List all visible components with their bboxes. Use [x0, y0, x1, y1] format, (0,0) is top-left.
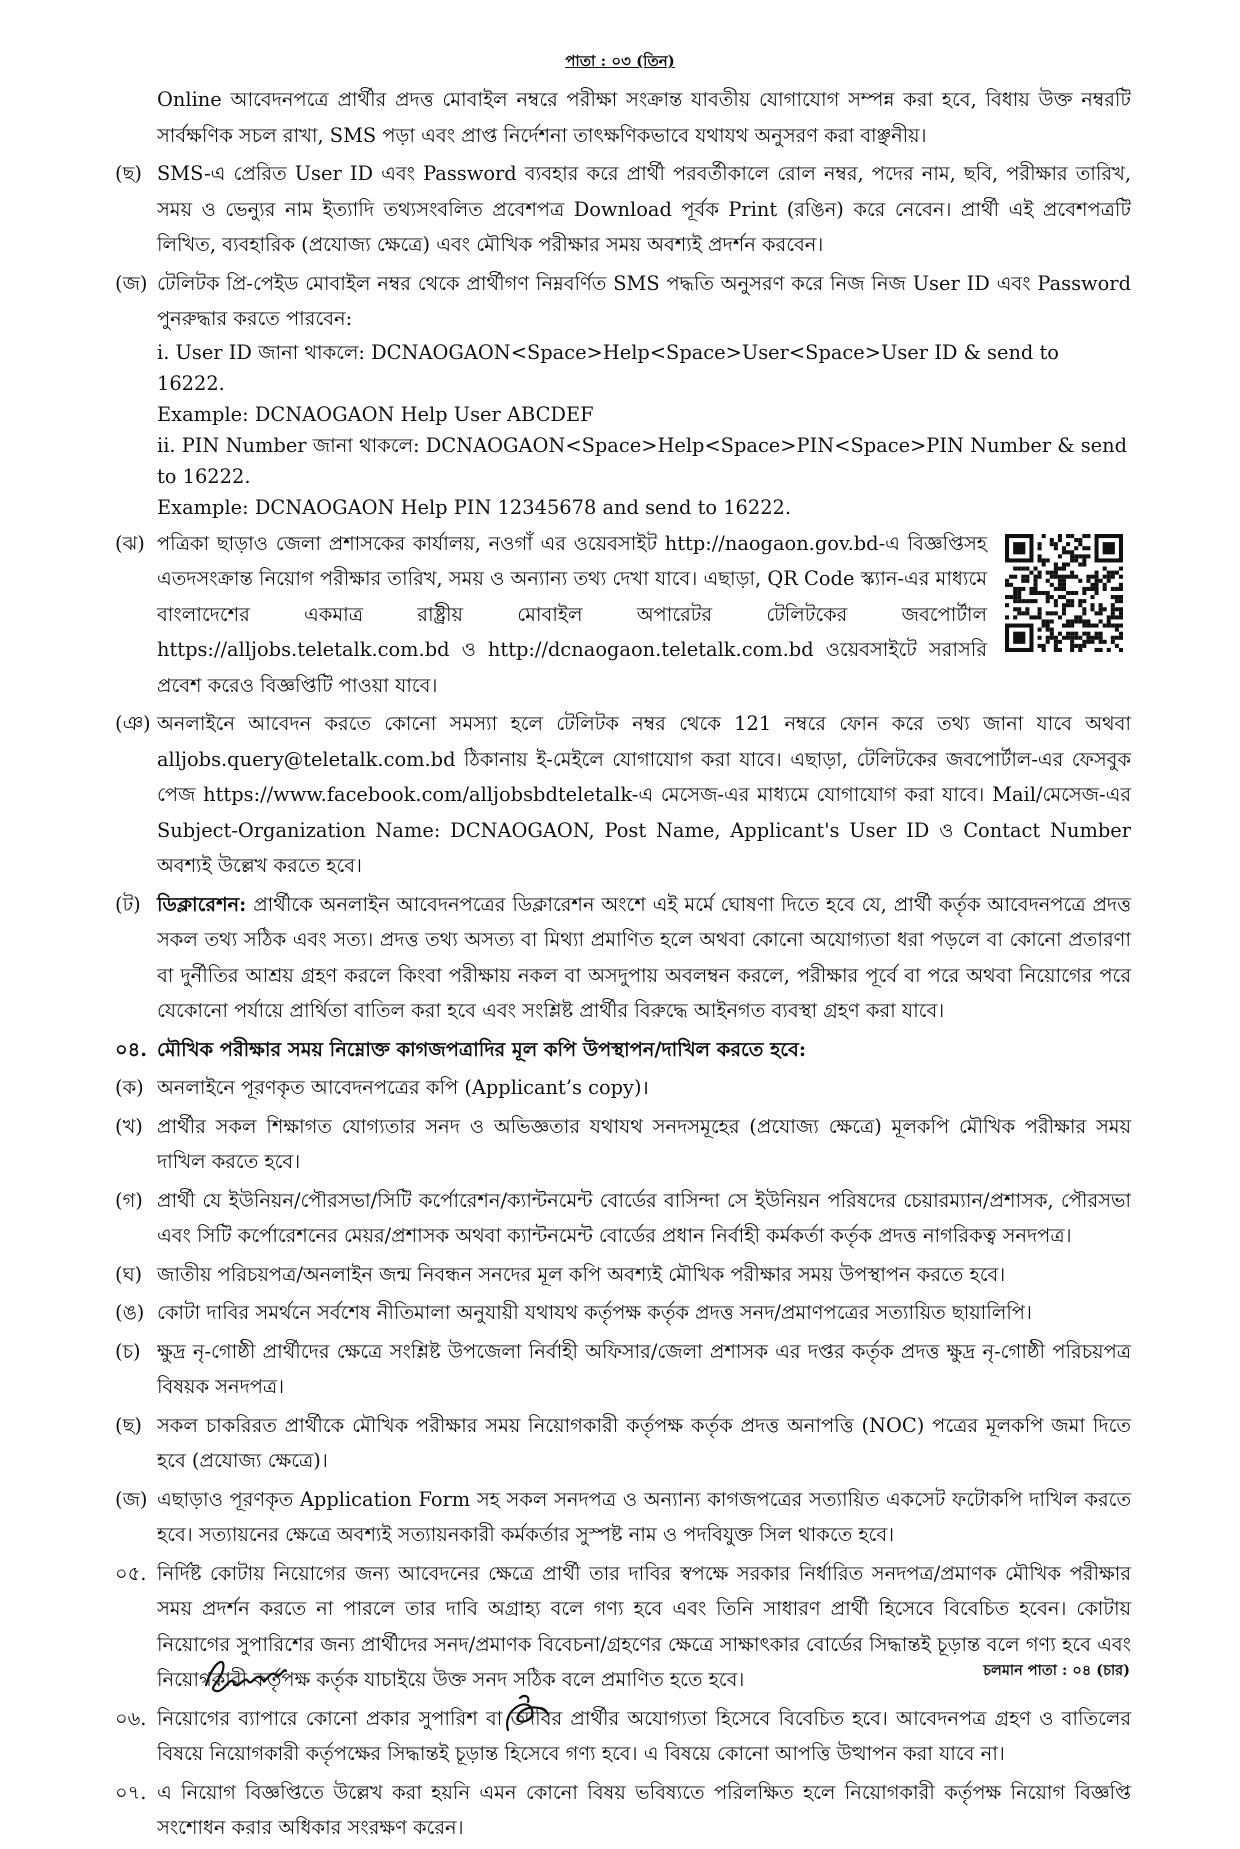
section-7 — [115, 1775, 1131, 1846]
list-item-text: অনলাইনে আবেদন করতে কোনো সমস্যা হলে টেলিটক নম্বর থেকে 121 নম্বরে ফোন করে তথ্য জানা যাবে অথবা alljobs.query@teletalk.com.bd ঠিকানায় ই-মেইলে যোগাযোগ করা যাবে। এছাড়া, টেলিটকের জবপোর্টাল-এর ফেসবুক পেজ https://www.facebook.com/alljobsbdteletalk-এ মেসেজ-এর মাধ্যমে যোগাযোগ করা যাবে। Mail/মেসেজ-এর Subject-Organization Name: DCNAOGAON, Post Name, Applicant's User ID ও Contact Number অবশ্যই উল্লেখ করতে হবে। — [157, 712, 1131, 877]
list-marker: (চ) — [115, 1339, 141, 1363]
list-item-text: SMS-এ প্রেরিত User ID এবং Password ব্যবহার করে প্রার্থী পরবর্তীকালে রোল নম্বর, পদের নাম, ছবি, পরীক্ষার তারিখ, সময় ও ভেন্যুর নাম ইত্যাদি তথ্যসংবলিত প্রবেশপত্র Download পূর্বক Print (রঙিন) করে নেবেন। প্রার্থী এই প্রবেশপত্রটি লিখিত, ব্যবহারিক (প্রযোজ্য ক্ষেত্রে) এবং মৌখিক পরীক্ষার সময় অবশ্যই প্রদর্শন করবেন। — [157, 162, 1131, 256]
continued-page-note: চলমান পাতা : ০৪ (চার) — [983, 1662, 1130, 1679]
list-item-body — [157, 526, 1131, 704]
list-marker: (ঝ) — [115, 531, 145, 555]
list-item-ta — [115, 887, 1131, 1029]
list-item-ga — [115, 1183, 1131, 1254]
section-number: ০৬. — [115, 1706, 147, 1730]
list-item-ka — [115, 1070, 1131, 1106]
password-recovery-intro: টেলিটক প্রি-পেইড মোবাইল নম্বর থেকে প্রার্থীগণ নিম্নবর্ণিত SMS পদ্ধতি অনুসরণ করে নিজ নিজ User ID এবং Password পুনরুদ্ধার করতে পারবেন: — [157, 271, 1131, 330]
declaration-label: ডিক্লারেশন: — [157, 892, 247, 916]
list-item-text: প্রার্থীকে অনলাইন আবেদনপত্রের ডিক্লারেশন অংশে এই মর্মে ঘোষণা দিতে হবে যে, প্রার্থী কর্তৃক আবেদনপত্রে প্রদত্ত সকল তথ্য সঠিক এবং সত্য। প্রদত্ত তথ্য অসত্য বা মিথ্যা প্রমাণিত হলে অথবা কোনো অযোগ্যতা ধরা পড়লে বা কোনো প্রতারণা বা দুর্নীতির আশ্রয় গ্রহণ করলে কিংবা পরীক্ষায় নকল বা অসদুপায় অবলম্বন করলে, পরীক্ষার পূর্বে বা পরে অথবা নিয়োগের পরে যেকোনো পর্যায়ে প্রার্থিতা বাতিল করা হবে এবং সংশ্লিষ্ট প্রার্থীর বিরুদ্ধে আইনগত ব্যবস্থা গ্রহণ করা যাবে। — [157, 892, 1131, 1022]
signature-mark — [498, 1690, 558, 1744]
section-number: ০৪. — [115, 1037, 147, 1061]
section-number: ০৭. — [115, 1780, 147, 1804]
list-item-text — [157, 266, 1131, 523]
list-marker: (খ) — [115, 1114, 143, 1138]
list-item-text: প্রার্থীর সকল শিক্ষাগত যোগ্যতার সনদ ও অভিজ্ঞতার যথাযথ সনদসমূহের (প্রযোজ্য ক্ষেত্রে) মূলকপি মৌখিক পরীক্ষার সময় দাখিল করতে হবে। — [157, 1114, 1131, 1173]
recovery-pin-example: Example: DCNAOGAON Help PIN 12345678 and send to 16222. — [157, 495, 792, 519]
list-item-ja — [115, 266, 1131, 523]
list-item-body — [157, 887, 1131, 1029]
list-item-text: সকল চাকরিরত প্রার্থীকে মৌখিক পরীক্ষার সময় নিয়োগকারী কর্তৃপক্ষ কর্তৃক প্রদত্ত অনাপত্তি (NOC) পত্রের মূলকপি জমা দিতে হবে (প্রযোজ্য ক্ষেত্রে)। — [157, 1413, 1131, 1472]
qr-code-icon[interactable] — [1005, 526, 1131, 704]
recovery-userid-instruction: i. User ID জানা থাকলে: DCNAOGAON<Space>Help<Space>User<Space>User ID & send to 16222. — [157, 340, 1059, 395]
list-marker: (জ) — [115, 1487, 148, 1511]
list-item-text: কোটা দাবির সমর্থনে সর্বশেষ নীতিমালা অনুযায়ী যথাযথ কর্তৃপক্ষ কর্তৃক প্রদত্ত সনদ/প্রমাণপত্রের সত্যায়িত ছায়ালিপি। — [157, 1301, 1032, 1324]
list-item-text: পত্রিকা ছাড়াও জেলা প্রশাসকের কার্যালয়, নওগাঁ এর ওয়েবসাইট http://naogaon.gov.bd-এ বিজ্ঞপ্তিসহ এতদসংক্রান্ত নিয়োগ পরীক্ষার তারিখ, সময় ও অন্যান্য তথ্য দেখা যাবে। এছাড়া, QR Code স্ক্যান-এর মাধ্যমে বাংলাদেশের একমাত্র রাষ্ট্রীয় মোবাইল অপারেটর টেলিটকের জবপোর্টাল https://alljobs.teletalk.com.bd ও http://dcnaogaon.teletalk.com.bd ওয়েবসাইটে সরাসরি প্রবেশ করেও বিজ্ঞপ্তিটি পাওয়া যাবে। — [157, 531, 987, 697]
section-6 — [115, 1701, 1131, 1772]
section-title: মৌখিক পরীক্ষার সময় নিম্নোক্ত কাগজপত্রাদির মূল কপি উপস্থাপন/দাখিল করতে হবে: — [157, 1037, 806, 1061]
list-marker: (ঙ) — [115, 1301, 145, 1324]
list-item-text: অনলাইনে পূরণকৃত আবেদনপত্রের কপি (Applicant’s copy)। — [157, 1076, 649, 1099]
list-marker: (ছ) — [115, 1413, 142, 1437]
section-heading-4 — [115, 1032, 1131, 1068]
list-item-text: প্রার্থী যে ইউনিয়ন/পৌরসভা/সিটি কর্পোরেশন/ক্যান্টনমেন্ট বোর্ডের বাসিন্দা সে ইউনিয়ন পরিষদের চেয়ারম্যান/প্রশাসক, পৌরসভা এবং সিটি কর্পোরেশনের মেয়র/প্রশাসক অথবা ক্যান্টনমেন্ট বোর্ডের প্রধান নির্বাহী কর্মকর্তা কর্তৃক প্রদত্ত নাগরিকত্ব সনদপত্র। — [157, 1188, 1131, 1247]
page-number-header: পাতা : ০৩ (তিন) — [565, 52, 675, 70]
list-item-nya — [115, 706, 1131, 884]
list-marker: (ট) — [115, 892, 141, 916]
list-item-text: জাতীয় পরিচয়পত্র/অনলাইন জন্ম নিবন্ধন সনদের মূল কপি অবশ্যই মৌখিক পরীক্ষার সময় উপস্থাপন করতে হবে। — [157, 1262, 1006, 1286]
recovery-pin-instruction: ii. PIN Number জানা থাকলে: DCNAOGAON<Space>Help<Space>PIN<Space>PIN Number & send to 16222. — [157, 433, 1128, 488]
list-marker: (গ) — [115, 1188, 143, 1212]
list-item-cha-2 — [115, 1408, 1131, 1479]
list-item-ca — [115, 1334, 1131, 1405]
list-item-uma — [115, 1295, 1131, 1331]
list-item-text: এছাড়াও পূরণকৃত Application Form সহ সকল সনদপত্র ও অন্যান্য কাগজপত্রের সত্যায়িত একসেট ফটোকপি দাখিল করতে হবে। সত্যায়নের ক্ষেত্রে অবশ্যই সত্যায়নকারী কর্মকর্তার সুস্পষ্ট নাম ও পদবিযুক্ত সিল থাকতে হবে। — [157, 1487, 1131, 1546]
list-item-cha — [115, 156, 1131, 263]
section-text: নির্দিষ্ট কোটায় নিয়োগের জন্য আবেদনের ক্ষেত্রে প্রার্থী তার দাবির স্বপক্ষে সরকার নির্ধারিত সনদপত্র/প্রমাণক মৌখিক পরীক্ষার সময় প্রদর্শন করতে না পারলে তার দাবি অগ্রাহ্য বলে গণ্য হবে এবং তিনি সাধারণ প্রার্থী হিসেবে বিবেচিত হবেন। কোটায় নিয়োগের সুপারিশের জন্য প্রার্থীদের সনদ/প্রমাণক বিবেচনা/গ্রহণের ক্ষেত্রে সাক্ষাৎকার বোর্ডের সিদ্ধান্তই চূড়ান্ত বলে গণ্য হবে এবং নিয়োগকারী কর্তৃপক্ষ কর্তৃক যাচাইয়ে উক্ত সনদ সঠিক বলে প্রমাণিত হতে হবে। — [157, 1561, 1131, 1691]
document-body — [115, 82, 1131, 1849]
list-marker: (ক) — [115, 1076, 144, 1099]
list-item-ja-2 — [115, 1482, 1131, 1553]
list-item-kha — [115, 1109, 1131, 1180]
list-item-jha — [115, 526, 1131, 704]
list-marker: (জ) — [115, 271, 148, 295]
section-number: ০৫. — [115, 1561, 147, 1585]
intro-paragraph: Online আবেদনপত্রে প্রার্থীর প্রদত্ত মোবাইল নম্বরে পরীক্ষা সংক্রান্ত যাবতীয় যোগাযোগ সম্পন্ন করা হবে, বিধায় উক্ত নম্বরটি সার্বক্ষণিক সচল রাখা, SMS পড়া এবং প্রাপ্ত নির্দেশনা তাৎক্ষণিকভাবে যথাযথ অনুসরণ করা বাঞ্ছনীয়। — [157, 88, 1131, 147]
section-text: এ নিয়োগ বিজ্ঞপ্তিতে উল্লেখ করা হয়নি এমন কোনো বিষয় ভবিষ্যতে পরিলক্ষিত হলে নিয়োগকারী কর্তৃপক্ষ নিয়োগ বিজ্ঞপ্তি সংশোধন করার অধিকার সংরক্ষণ করেন। — [157, 1780, 1131, 1839]
list-marker: (ঘ) — [115, 1262, 143, 1286]
list-item-gha — [115, 1257, 1131, 1293]
signature-initials — [200, 1645, 290, 1709]
list-marker: (ঞ) — [115, 712, 151, 735]
list-item-text: ক্ষুদ্র নৃ-গোষ্ঠী প্রার্থীদের ক্ষেত্রে সংশ্লিষ্ট উপজেলা নির্বাহী অফিসার/জেলা প্রশাসক এর দপ্তর কর্তৃক প্রদত্ত ক্ষুদ্র নৃ-গোষ্ঠী পরিচয়পত্র বিষয়ক সনদপত্র। — [157, 1339, 1131, 1398]
recovery-userid-example: Example: DCNAOGAON Help User ABCDEF — [157, 402, 594, 426]
list-marker: (ছ) — [115, 162, 142, 185]
section-text: নিয়োগের ব্যাপারে কোনো প্রকার সুপারিশ বা তদবির প্রার্থীর অযোগ্যতা হিসেবে বিবেচিত হবে। আবেদনপত্র গ্রহণ ও বাতিলের বিষয়ে নিয়োগকারী কর্তৃপক্ষের সিদ্ধান্তই চূড়ান্ত হিসেবে গণ্য হবে। এ বিষয়ে কোনো আপত্তি উত্থাপন করা যাবে না। — [157, 1706, 1131, 1765]
